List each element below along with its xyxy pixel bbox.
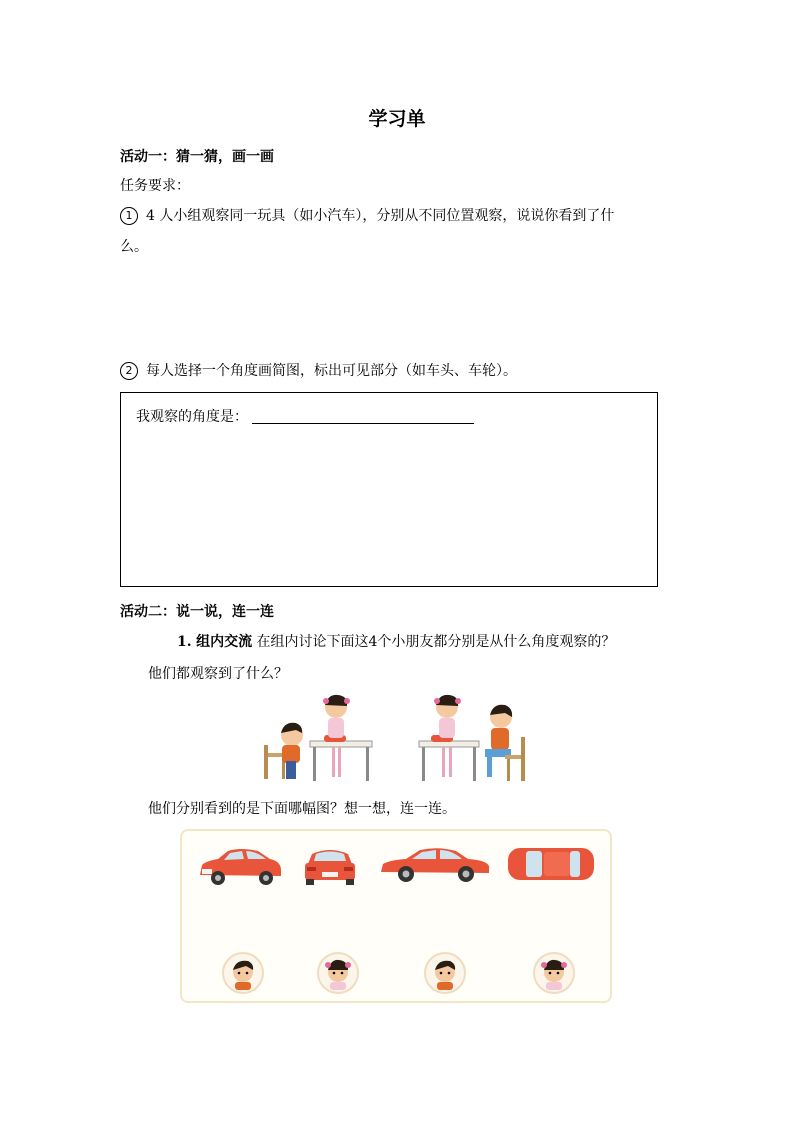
question-1	[177, 632, 615, 652]
car-front-side-view-icon[interactable]	[196, 845, 284, 887]
car-side-view-icon[interactable]	[378, 846, 492, 884]
page-title: 学习单	[368, 108, 426, 130]
q1-line2: 他们都观察到了什么？	[148, 666, 288, 682]
item2-number: 2	[120, 362, 138, 380]
q1-text: 在组内讨论下面这4个小朋友都分别是从什么角度观察的？	[252, 634, 616, 650]
task-item-1	[120, 206, 614, 226]
item1-number: 1	[120, 207, 138, 225]
drawing-box[interactable]	[120, 392, 658, 587]
box-prompt	[136, 407, 474, 427]
task-item-2	[120, 361, 517, 381]
q2-text: 他们分别看到的是下面哪幅图？想一想，连一连。	[148, 801, 456, 817]
boy-avatar-icon[interactable]	[222, 952, 264, 994]
q1-bold: 组内交流	[196, 634, 253, 650]
girl-avatar-icon[interactable]	[317, 952, 359, 994]
answer-line[interactable]	[252, 409, 474, 424]
item2-text: 每人选择一个角度画简图，标出可见部分（如车头、车轮）。	[146, 363, 517, 379]
scene-left-illustration	[262, 693, 382, 787]
car-top-view-icon[interactable]	[506, 846, 596, 882]
car-rear-view-icon[interactable]	[302, 846, 358, 886]
item1-text-line1: 4 人小组观察同一玩具（如小汽车），分别从不同位置观察，说说你看到了什	[146, 208, 615, 224]
activity1-heading: 活动一：猜一猜，画一画	[120, 149, 274, 165]
item1-text-line2: 么。	[120, 239, 148, 255]
boy-avatar-icon[interactable]	[424, 952, 466, 994]
activity2-heading: 活动二：说一说，连一连	[120, 604, 274, 620]
task-label: 任务要求：	[120, 178, 190, 194]
q1-number: 1.	[177, 634, 192, 650]
box-prompt-text: 我观察的角度是：	[136, 409, 248, 425]
girl-avatar-icon[interactable]	[533, 952, 575, 994]
scene-right-illustration	[417, 693, 529, 787]
